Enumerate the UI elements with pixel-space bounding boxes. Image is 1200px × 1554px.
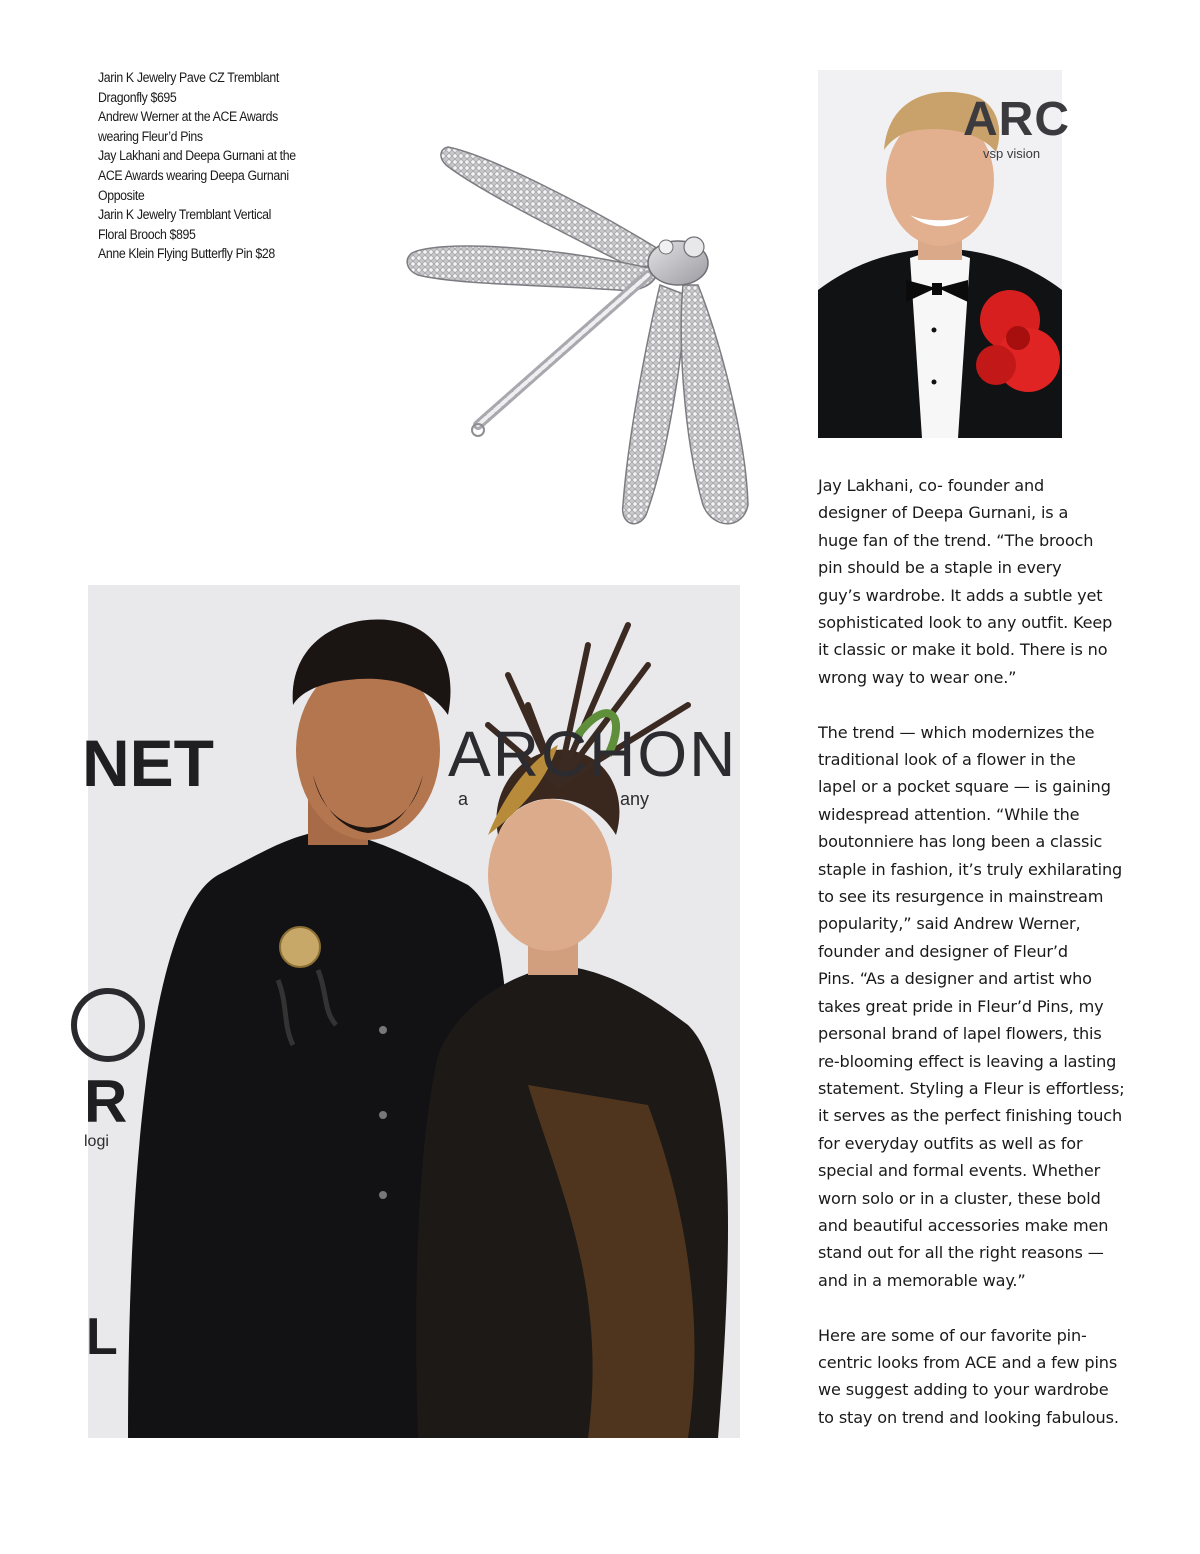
caption-line: wearing Fleur’d Pins (98, 128, 203, 144)
text-line: founder and designer of Fleur’d (818, 941, 1068, 961)
text-line: popularity,” said Andrew Werner, (818, 914, 1081, 934)
text-line: for everyday outfits as well as for (818, 1133, 1083, 1153)
text-line: it classic or make it bold. There is no (818, 640, 1108, 660)
photo-captions (98, 68, 310, 264)
text-line: sophisticated look to any outfit. Keep (818, 613, 1113, 633)
text-line: to see its resurgence in mainstream (818, 887, 1104, 907)
text-line: boutonniere has long been a classic (818, 832, 1103, 852)
caption-line: Jarin K Jewelry Tremblant Vertical (98, 207, 272, 223)
text-line: worn solo or in a cluster, these bold (818, 1188, 1101, 1208)
caption-line: ACE Awards wearing Deepa Gurnani (98, 167, 289, 183)
text-line: pin should be a staple in every (818, 558, 1062, 578)
backdrop-logi-text: logi (84, 1133, 109, 1150)
text-line: special and formal events. Whether (818, 1161, 1101, 1181)
text-line: traditional look of a flower in the (818, 750, 1076, 770)
text-line: it serves as the perfect finishing touch (818, 1106, 1122, 1126)
text-line: The trend — which modernizes the (818, 722, 1095, 742)
text-line: statement. Styling a Fleur is effortless; (818, 1078, 1125, 1098)
article-paragraph (818, 719, 1138, 1295)
caption-line: Floral Brooch $895 (98, 226, 196, 242)
text-line: re-blooming effect is leaving a lasting (818, 1051, 1117, 1071)
backdrop-logo-text: ARC (963, 93, 1070, 146)
article-paragraph (818, 472, 1138, 691)
text-line: personal brand of lapel flowers, this (818, 1024, 1102, 1044)
text-line: lapel or a pocket square — is gaining (818, 777, 1111, 797)
text-line: and in a memorable way.” (818, 1270, 1026, 1290)
backdrop-archon-text: ARCHON (448, 718, 738, 790)
text-line: stand out for all the right reasons — (818, 1243, 1104, 1263)
text-line: centric looks from ACE and a few pins (818, 1352, 1118, 1372)
text-line: we suggest adding to your wardrobe (818, 1380, 1109, 1400)
caption-line: Jay Lakhani and Deepa Gurnani at the (98, 148, 296, 164)
backdrop-sub-text: a (458, 789, 469, 809)
text-line: huge fan of the trend. “The brooch (818, 530, 1094, 550)
backdrop-l-text: L (86, 1308, 118, 1366)
backdrop-sponsor-text: vsp vision (983, 146, 1041, 161)
text-line: takes great pride in Fleur’d Pins, my (818, 996, 1104, 1016)
backdrop-sub-right-text: any (620, 789, 650, 809)
caption-line: Andrew Werner at the ACE Awards (98, 109, 278, 125)
article-body (818, 472, 1138, 1459)
text-line: widespread attention. “While the (818, 804, 1080, 824)
text-line: Pins. “As a designer and artist who (818, 969, 1092, 989)
couple-photo (82, 585, 740, 1438)
text-line: and beautiful accessories make men (818, 1215, 1109, 1235)
text-line: staple in fashion, it’s truly exhilarating (818, 859, 1123, 879)
text-line: Here are some of our favorite pin- (818, 1325, 1087, 1345)
caption-line: Anne Klein Flying Butterfly Pin $28 (98, 246, 275, 262)
article-paragraph (818, 1322, 1138, 1432)
caption-line: Opposite (98, 187, 145, 203)
caption-line: Jarin K Jewelry Pave CZ Tremblant (98, 70, 279, 85)
backdrop-net-text: NET (82, 726, 214, 800)
andrew-werner-photo (818, 70, 1070, 438)
text-line: Jay Lakhani, co- founder and (818, 476, 1045, 495)
backdrop-r-text: R (84, 1068, 128, 1135)
text-line: wrong way to wear one.” (818, 667, 1017, 687)
text-line: designer of Deepa Gurnani, is a (818, 503, 1069, 523)
text-line: guy’s wardrobe. It adds a subtle yet (818, 585, 1103, 605)
text-line: to stay on trend and looking fabulous. (818, 1407, 1119, 1427)
dragonfly-brooch-image (398, 135, 768, 530)
caption-line: Dragonfly $695 (98, 89, 177, 105)
